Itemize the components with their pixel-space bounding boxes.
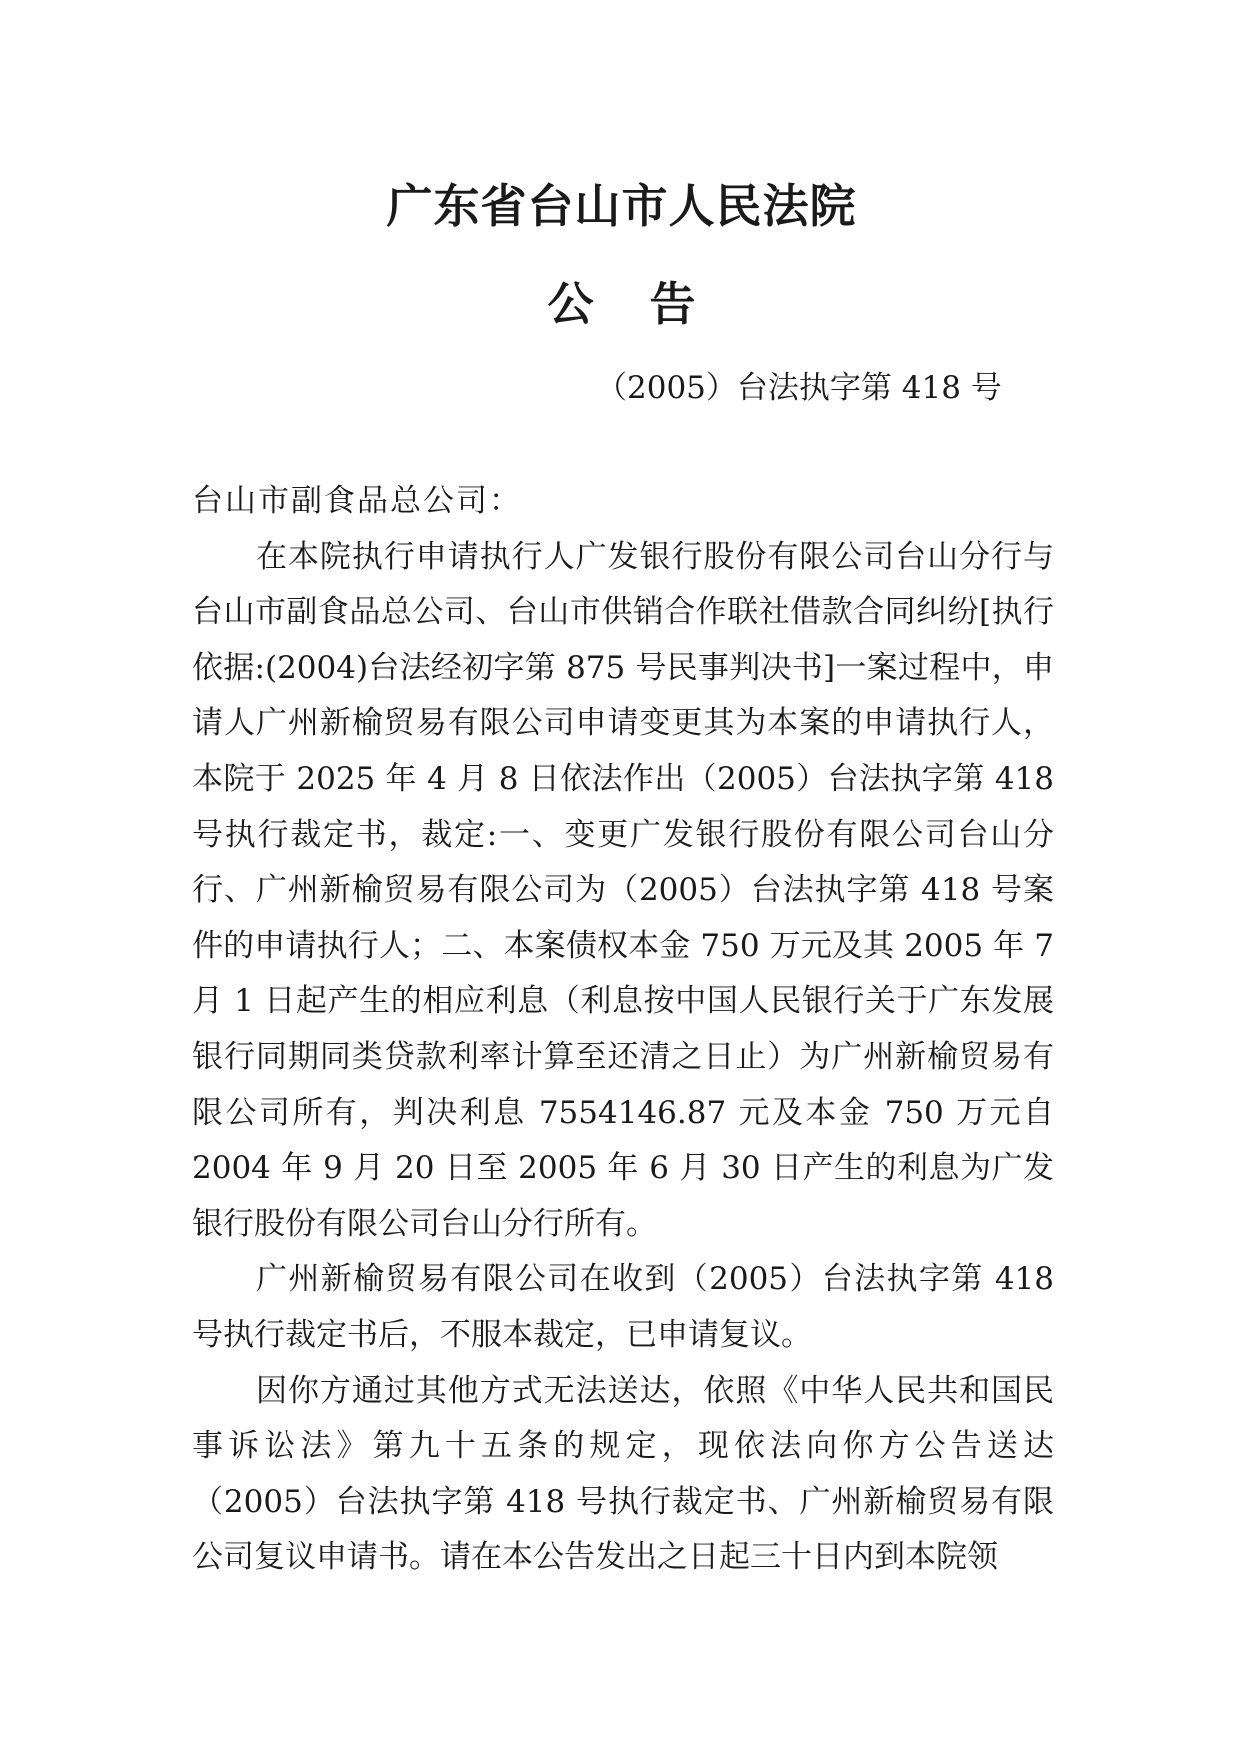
document-title: 公告	[547, 277, 752, 331]
paragraph-ruling: 在本院执行申请执行人广发银行股份有限公司台山分行与台山市副食品总公司、台山市供销合作联社借款合同纠纷[执行依据:(2004)台法经初字第 875 号民事判决书]一案过程中，申请人广州新榆贸易有限公司申请变更其为本案的申请执行人，本院于 2025 年 4 月 8 日依法作出（2005）台法执字第 418 号执行裁定书，裁定:一、变更广发银行股份有限公司台山分行、广州新榆贸易有限公司为（2005）台法执字第 418 号案件的申请执行人；二、本案债权本金 750 万元及其 2005 年 7 月 1 日起产生的相应利息（利息按中国人民银行关于广东发展银行同期同类贷款利率计算至还清之日止）为广州新榆贸易有限公司所有，判决利息 7554146.87 元及本金 750 万元自 2004 年 9 月 20 日至 2005 年 6 月 30 日产生的利息为广发银行股份有限公司台山分行所有。	[192, 538, 1054, 1242]
court-name-heading: 广东省台山市人民法院	[386, 179, 857, 233]
announcement-body	[192, 474, 1054, 1586]
addressee: 台山市副食品总公司：	[192, 483, 522, 519]
paragraph-service-notice: 因你方通过其他方式无法送达，依照《中华人民共和国民事诉讼法》第九十五条的规定，现依法向你方公告送达（2005）台法执字第 418 号执行裁定书、广州新榆贸易有限公司复议申请书。请在本公告发出之日起三十日内到本院领	[192, 1372, 1054, 1576]
paragraph-review-application: 广州新榆贸易有限公司在收到（2005）台法执字第 418 号执行裁定书后，不服本裁定，已申请复议。	[192, 1261, 1054, 1353]
case-number: （2005）台法执字第 418 号	[596, 370, 1002, 406]
